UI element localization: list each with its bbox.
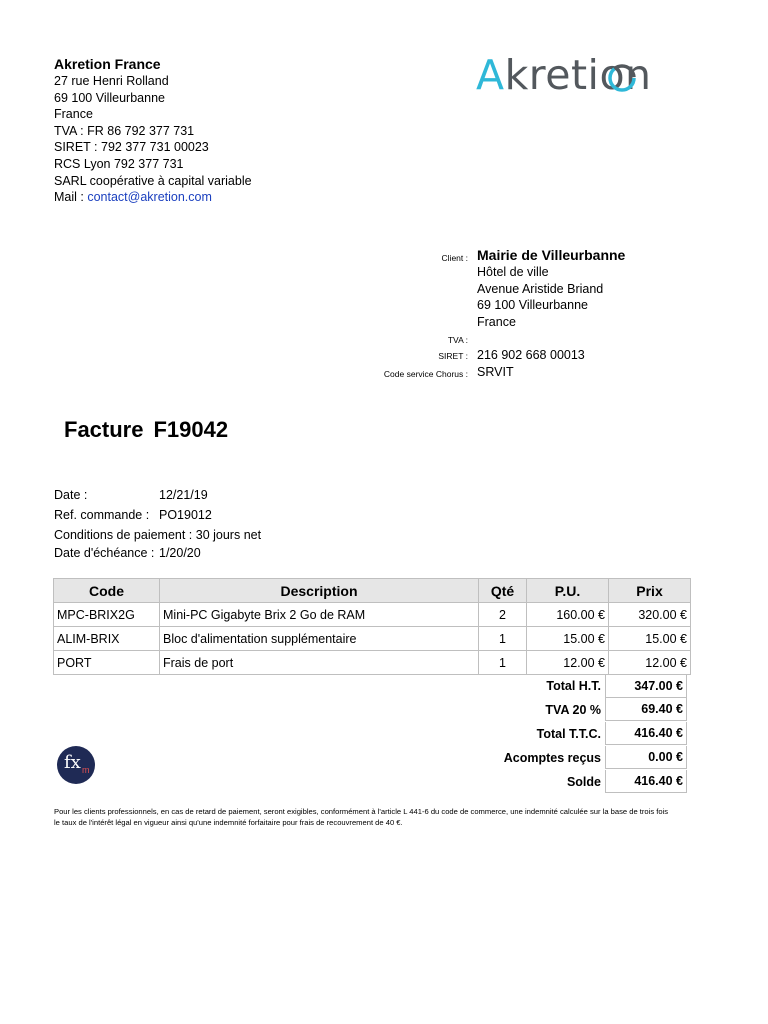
client-chorus-label: Code service Chorus : <box>383 369 468 379</box>
client-address-line1: Hôtel de ville <box>477 265 549 279</box>
due-date-label: Date d'échéance : <box>54 546 155 560</box>
fx-badge-icon <box>57 746 95 784</box>
order-ref-label: Ref. commande : <box>54 508 150 522</box>
total-ttc-label: Total T.T.C. <box>536 727 601 741</box>
header-price: Prix <box>609 579 691 603</box>
invoice-title <box>64 417 228 443</box>
logo-rest: kretion <box>504 51 652 99</box>
cell-code: PORT <box>54 651 160 675</box>
balance-label: Solde <box>566 775 601 789</box>
cell-code: ALIM-BRIX <box>54 627 160 651</box>
client-siret-label: SIRET : <box>438 351 468 361</box>
total-ttc-value: 416.40 € <box>605 722 687 745</box>
order-ref-value: PO19012 <box>159 508 212 522</box>
cell-description: Mini-PC Gigabyte Brix 2 Go de RAM <box>160 603 479 627</box>
logo-swirl-icon <box>607 61 637 95</box>
cell-unit-price: 15.00 € <box>527 627 609 651</box>
cell-unit-price: 160.00 € <box>527 603 609 627</box>
tva-value: 69.40 € <box>605 698 687 721</box>
date-label: Date : <box>54 488 88 502</box>
seller-block <box>54 55 252 206</box>
seller-tva: TVA : FR 86 792 377 731 <box>54 123 195 138</box>
client-siret: 216 902 668 00013 <box>477 348 585 362</box>
seller-address-line1: 27 rue Henri Rolland <box>54 74 169 88</box>
client-tva-label: TVA : <box>447 335 468 345</box>
table-row <box>54 651 691 675</box>
logo-first-letter: A <box>476 51 505 99</box>
balance-value: 416.40 € <box>605 770 687 793</box>
cell-price: 12.00 € <box>609 651 691 675</box>
deposits-value: 0.00 € <box>605 746 687 769</box>
payment-conditions: Conditions de paiement : 30 jours net <box>54 528 262 542</box>
header-description: Description <box>160 579 479 603</box>
fx-badge-sub: m <box>82 765 90 775</box>
client-address-line2: Avenue Aristide Briand <box>477 282 604 296</box>
seller-address-line2: 69 100 Villeurbanne <box>54 90 165 105</box>
table-row <box>54 627 691 651</box>
seller-siret: SIRET : 792 377 731 00023 <box>54 140 209 155</box>
seller-name: Akretion France <box>54 56 161 72</box>
client-country: France <box>477 315 516 329</box>
client-address-line3: 69 100 Villeurbanne <box>477 298 588 312</box>
cell-price: 320.00 € <box>609 603 691 627</box>
cell-unit-price: 12.00 € <box>527 651 609 675</box>
header-code: Code <box>54 579 160 603</box>
total-ht-value: 347.00 € <box>605 675 687 698</box>
invoice-number: F19042 <box>153 417 229 442</box>
due-date-value: 1/20/20 <box>159 546 201 560</box>
cell-qty: 1 <box>479 627 527 651</box>
seller-mail-line <box>54 189 252 206</box>
tva-label: TVA 20 % <box>545 703 601 717</box>
invoice-lines-table <box>53 578 691 675</box>
cell-description: Frais de port <box>160 651 479 675</box>
client-chorus-code: SRVIT <box>477 365 514 379</box>
header-unit-price: P.U. <box>527 579 609 603</box>
total-ht-label: Total H.T. <box>546 679 601 693</box>
table-row <box>54 603 691 627</box>
cell-price: 15.00 € <box>609 627 691 651</box>
cell-qty: 2 <box>479 603 527 627</box>
header-qty: Qté <box>479 579 527 603</box>
cell-description: Bloc d'alimentation supplémentaire <box>160 627 479 651</box>
table-header-row <box>54 579 691 603</box>
fx-badge-main: fx <box>64 752 81 773</box>
date-value: 12/21/19 <box>159 488 208 502</box>
seller-legal-form: SARL coopérative à capital variable <box>54 173 252 188</box>
invoice-title-word: Facture <box>64 417 144 442</box>
legal-footnote: Pour les clients professionnels, en cas de retard de paiement, seront exigibles, conformément à l'article L 441-6 du code de commerce, une indemnité calculée sur la base de trois fois le taux de l'intérêt légal en vigueur ainsi qu'une indemnité forfaitaire pour frais de recouvrement de 40 €. <box>54 807 669 827</box>
seller-mail-label: Mail : <box>54 190 88 205</box>
client-label: Client : <box>441 253 468 263</box>
cell-qty: 1 <box>479 651 527 675</box>
deposits-label: Acomptes reçus <box>503 751 601 765</box>
company-logo <box>476 50 666 106</box>
seller-rcs: RCS Lyon 792 377 731 <box>54 156 184 171</box>
client-name: Mairie de Villeurbanne <box>477 247 626 263</box>
cell-code: MPC-BRIX2G <box>54 603 160 627</box>
seller-mail-link[interactable]: contact@akretion.com <box>87 190 212 205</box>
seller-country: France <box>54 107 93 122</box>
